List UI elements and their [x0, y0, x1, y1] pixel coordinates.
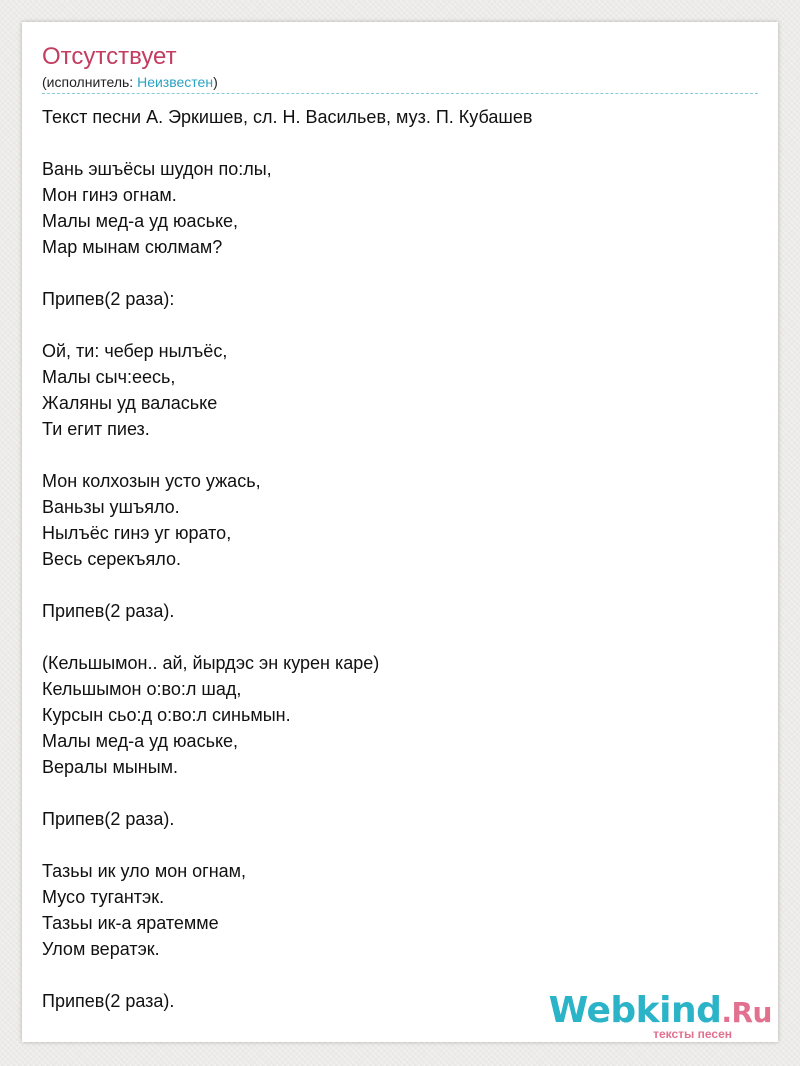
lyrics-text	[42, 104, 752, 1014]
lyrics-line: Улом вератэк.	[42, 939, 160, 959]
lyrics-line: Кельшымон о:во:л шад,	[42, 679, 242, 699]
logo-wordmark	[549, 992, 772, 1032]
lyrics-line: Ваньзы ушъяло.	[42, 497, 180, 517]
lyrics-line: Ой, ти: чебер нылъёс,	[42, 341, 228, 361]
lyrics-line: Жаляны уд валаське	[42, 393, 218, 413]
lyrics-line: Вералы мыным.	[42, 757, 179, 777]
song-title: Отсутствует	[42, 43, 177, 70]
lyrics-line: Малы сыч:еесь,	[42, 367, 176, 387]
artist-prefix: (исполнитель:	[42, 74, 138, 90]
artist-link[interactable]: Неизвестен	[137, 74, 214, 90]
logo-tagline: тексты песен	[653, 1027, 732, 1041]
site-logo[interactable]	[549, 992, 772, 1040]
lyrics-line: Тазьы ик уло мон огнам,	[42, 861, 247, 881]
lyrics-blank-line	[42, 130, 752, 156]
lyrics-line: Припев(2 раза).	[42, 809, 175, 829]
lyrics-line: Текст песни А. Эркишев, сл. Н. Васильев, муз. П. Кубашев	[42, 107, 533, 127]
lyrics-blank-line	[42, 312, 752, 338]
lyrics-blank-line	[42, 442, 752, 468]
lyrics-line: Вань эшъёсы шудон по:лы,	[42, 159, 272, 179]
lyrics-line: Малы мед-а уд юаське,	[42, 731, 239, 751]
lyrics-blank-line	[42, 624, 752, 650]
lyrics-line: Мар мынам сюлмам?	[42, 237, 223, 257]
lyrics-line: Малы мед-а уд юаське,	[42, 211, 239, 231]
artist-suffix: )	[213, 74, 218, 90]
lyrics-line: Мон гинэ огнам.	[42, 185, 177, 205]
lyrics-line: Нылъёс гинэ уг юрато,	[42, 523, 232, 543]
lyrics-blank-line	[42, 962, 752, 988]
lyrics-line: Припев(2 раза).	[42, 601, 175, 621]
lyrics-line: (Кельшымон.. ай, йырдэс эн курен каре)	[42, 653, 380, 673]
header-divider	[42, 93, 758, 94]
lyrics-line: Ти егит пиез.	[42, 419, 150, 439]
lyrics-blank-line	[42, 780, 752, 806]
lyrics-line: Припев(2 раза):	[42, 289, 175, 309]
artist-line	[42, 73, 218, 91]
lyrics-blank-line	[42, 832, 752, 858]
lyrics-card	[22, 22, 778, 1042]
lyrics-line: Мусо тугантэк.	[42, 887, 165, 907]
logo-domain: .Ru	[721, 996, 772, 1029]
lyrics-line: Мон колхозын усто ужась,	[42, 471, 261, 491]
lyrics-line: Тазьы ик-а яратемме	[42, 913, 219, 933]
logo-name: Webkind	[548, 990, 722, 1031]
lyrics-line: Припев(2 раза).	[42, 991, 175, 1011]
lyrics-blank-line	[42, 572, 752, 598]
lyrics-line: Курсын сьо:д о:во:л синьмын.	[42, 705, 291, 725]
lyrics-blank-line	[42, 260, 752, 286]
lyrics-line: Весь серекъяло.	[42, 549, 182, 569]
